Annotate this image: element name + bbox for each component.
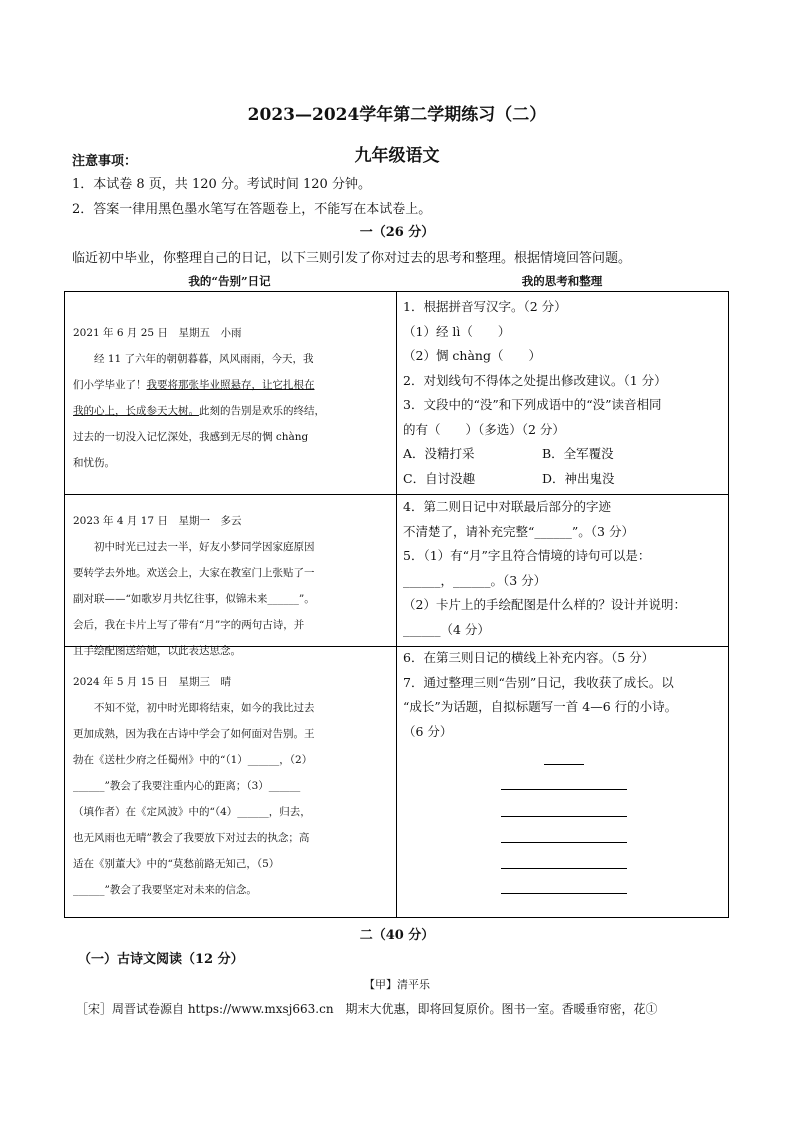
- question-line: 6．在第三则日记的横线上补充内容。（5 分）: [403, 650, 655, 665]
- diary-table: [64, 291, 729, 918]
- question-line: （2）卡片上的手绘配图是什么样的？设计并说明：: [403, 597, 686, 612]
- diary-line: 勃在《送杜少府之任蜀州》中的“（1）______，（2）: [73, 754, 313, 766]
- column-header-diary: 我的“告别”日记: [188, 274, 271, 288]
- diary-line: 不知不觉，初中时光即将结束，如今的我比过去: [73, 702, 315, 714]
- option-row: [403, 467, 725, 492]
- question-line: 不清楚了，请补充完整“______”。（3 分）: [403, 523, 634, 539]
- diary-line: ______”教会了我要坚定对未来的信念。: [73, 884, 257, 896]
- diary-entry-1: [73, 320, 391, 476]
- question-line: （1）经 lì（ ）: [403, 323, 511, 339]
- option-row: [403, 442, 725, 467]
- diary-line: 更加成熟，因为我在古诗中学会了如何面对告别。王: [73, 728, 315, 740]
- poem-line-blank: [501, 868, 627, 869]
- question-line: 1．根据拼音写汉字。（2 分）: [403, 299, 567, 314]
- diary-line: 们小学毕业了！我要将那张毕业照悬存，让它扎根在: [73, 379, 315, 391]
- notice-heading: 注意事项：: [72, 154, 138, 169]
- section1-intro: 临近初中毕业，你整理自己的日记，以下三则引发了你对过去的思考和整理。根据情境回答问题。: [72, 251, 632, 266]
- table-divider-vertical: [396, 292, 397, 917]
- questions-group-2: [403, 495, 725, 642]
- question-line: ______，______。（3 分）: [403, 572, 547, 588]
- poem-line-blank: [501, 789, 627, 790]
- option-d: D．神出鬼没: [542, 470, 615, 486]
- question-line: 5．（1）有“月”字且符合情境的诗句可以是：: [403, 548, 651, 563]
- diary-date: 2023 年 4 月 17 日 星期一 多云: [73, 515, 242, 527]
- diary-line: 我的心上，长成参天大树。此刻的告别是欢乐的终结，: [73, 405, 325, 417]
- poem-line-blank: [501, 816, 627, 817]
- page-subtitle: 九年级语文: [354, 146, 440, 166]
- diary-line: 初中时光已过去一半，好友小梦同学因家庭原因: [73, 541, 315, 553]
- underlined-sentence: 我要将那张毕业照悬存，让它扎根在: [146, 379, 315, 391]
- underlined-sentence: 我的心上，长成参天大树。: [73, 405, 199, 417]
- poem-author-line: ［宋］周晋试卷源自 https://www.mxsj663.cn 期末大优惠，即将回复原价。图书一室。香暖垂帘密，花①: [76, 1002, 658, 1016]
- question-line: 7．通过整理三则“告别”日记，我收获了成长。以: [403, 674, 674, 690]
- option-b: B．全军覆没: [542, 446, 614, 461]
- poem-line-blank: [501, 893, 627, 894]
- section2-subheading: （一）古诗文阅读（12 分）: [78, 952, 244, 967]
- option-a: A．没精打采: [403, 446, 475, 461]
- questions-group-1: [403, 295, 725, 491]
- notice-item-1: 1．本试卷 8 页，共 120 分。考试时间 120 分钟。: [72, 177, 371, 192]
- diary-line: 副对联——“如歌岁月共忆往事，似锦未来______”。: [73, 593, 315, 605]
- poem-line-blank: [501, 842, 627, 843]
- question-line: ______（4 分）: [403, 621, 490, 637]
- diary-line: （填作者）在《定风波》中的“（4）______，归去，: [73, 806, 311, 818]
- diary-line: 过去的一切没入记忆深处，我感到无尽的惆 chàng: [73, 431, 309, 443]
- diary-date: 2021 年 6 月 25 日 星期五 小雨: [73, 327, 242, 339]
- question-line: 4．第二则日记中对联最后部分的字迹: [403, 499, 611, 514]
- column-header-thinking: 我的思考和整理: [521, 274, 603, 288]
- poem-title-blank: [544, 764, 584, 765]
- page-title: 2023—2024学年第二学期练习（二）: [247, 105, 547, 125]
- question-line: 3．文段中的“没”和下列成语中的“没”读音相同: [403, 397, 662, 412]
- diary-line: 且手绘配图送给她，以此表达思念。: [73, 645, 241, 657]
- diary-line: 和忧伤。: [73, 457, 115, 469]
- section2-heading: 二（40 分）: [359, 928, 435, 943]
- question-line: 的有（ ）（多选）（2 分）: [403, 421, 565, 437]
- diary-line: 也无风雨也无晴”教会了我要放下对过去的执念；高: [73, 832, 310, 844]
- diary-line: 经 11 了六年的朝朝暮暮，风风雨雨，今天，我: [73, 353, 314, 365]
- diary-line: 会后，我在卡片上写了带有“月”字的两句古诗，并: [73, 619, 305, 631]
- diary-entry-3: [73, 669, 391, 903]
- diary-entry-2: [73, 508, 391, 664]
- poem-title: 【甲】清平乐: [364, 978, 430, 991]
- diary-line: ______”教会了我要注重内心的距离；（3）______: [73, 780, 301, 792]
- questions-group-3: [403, 646, 725, 744]
- diary-line: 适在《别董大》中的“莫愁前路无知己，（5）: [73, 858, 280, 870]
- question-line: “成长”为话题，自拟标题写一首 4—6 行的小诗。: [403, 699, 678, 714]
- notice-item-2: 2．答案一律用黑色墨水笔写在答题卷上，不能写在本试卷上。: [72, 202, 432, 217]
- question-line: 2．对划线句不得体之处提出修改建议。（1 分）: [403, 372, 667, 388]
- option-c: C．自讨没趣: [403, 470, 476, 486]
- section1-heading: 一（26 分）: [359, 225, 435, 240]
- question-line: （6 分）: [403, 723, 453, 739]
- diary-line: 要转学去外地。欢送会上，大家在教室门上张贴了一: [73, 567, 315, 579]
- question-line: （2）惆 chàng（ ）: [403, 348, 541, 363]
- diary-date: 2024 年 5 月 15 日 星期三 晴: [73, 676, 231, 688]
